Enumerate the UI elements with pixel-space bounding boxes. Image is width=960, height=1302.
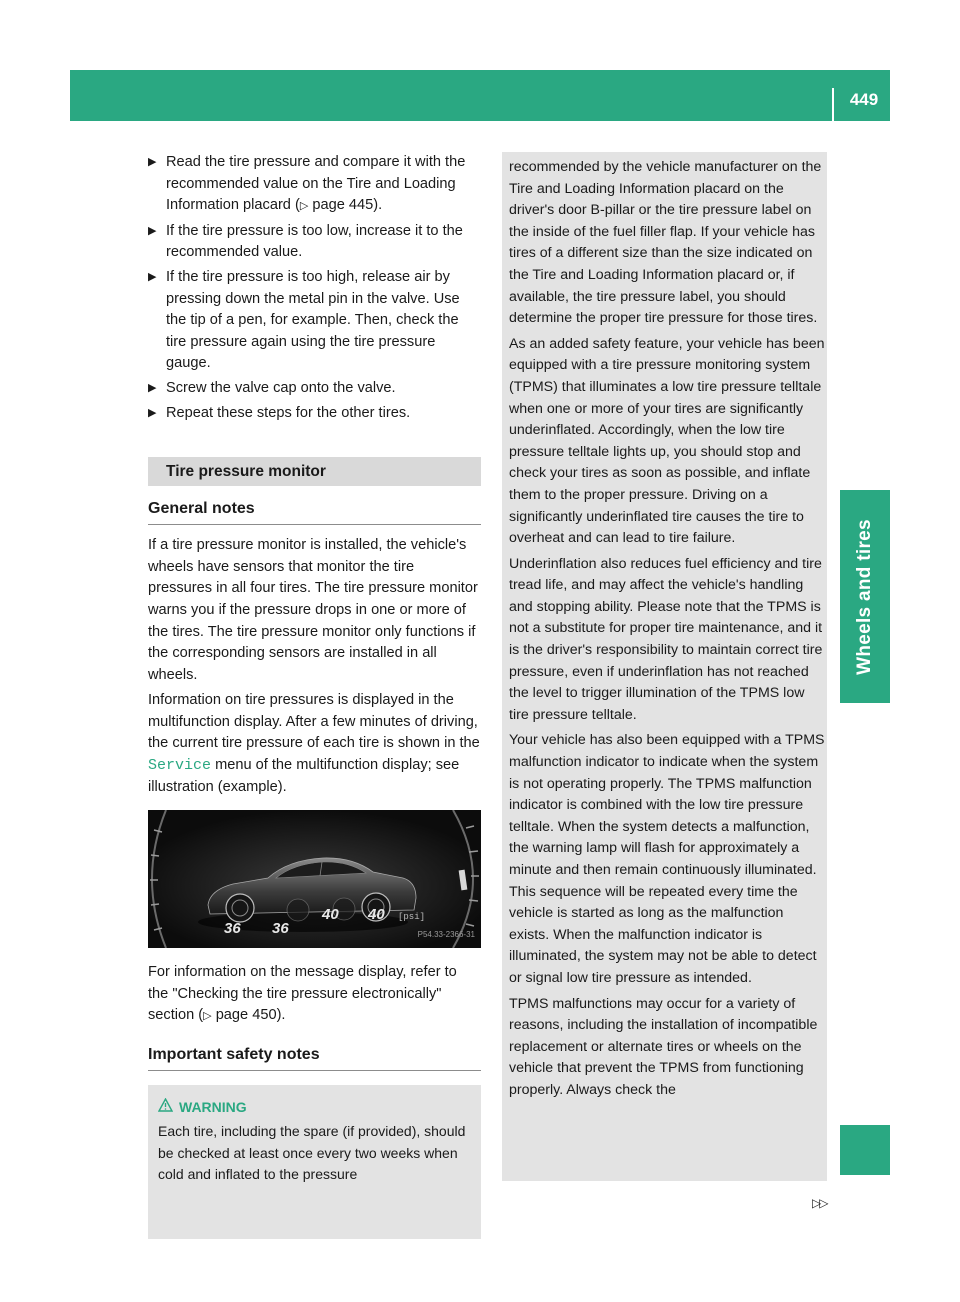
pressure-unit-label: [psi] [398, 912, 426, 923]
step-arrow-icon: ▶ [148, 224, 157, 237]
step-3 [148, 267, 481, 375]
right-para-4: Your vehicle has also been equipped with a TPMS malfunction indicator to indicate when the system is not operating properly. The TPMS malfunction indicator is combined with the low tire pressure telltale. When the system detects a malfunction, the warning lamp will flash for approximately a minute and then remain continuously illuminated. This sequence will be repeated every time the vehicle is started as long as the malfunction exists. When the malfunction indicator is illuminated, the system may not be able to detect or signal low tire pressure as intended. [509, 732, 825, 986]
step-arrow-icon: ▶ [148, 270, 157, 283]
general-notes-p2-text: Information on tire pressures is displayed in the multifunction display. After a few minutes of driving, the current tire pressure of each [148, 692, 478, 752]
right-column-box [502, 152, 827, 1181]
side-chapter-label: Wheels and tires [854, 518, 876, 675]
step-2 [148, 221, 481, 264]
step-1-page-ref[interactable]: page 445 [312, 197, 374, 214]
section-heading: Tire pressure monitor [148, 457, 481, 486]
step-1-text-pre: Read the tire pressure and compare it with the recommended value on the Tire and Loading Information placard ( [166, 154, 466, 214]
step-arrow-icon: ▶ [148, 156, 157, 168]
step-5 [148, 403, 481, 425]
warning-body: Each tire, including the spare (if provided), should be checked at least once every two weeks when cold and inflated to the pressure [158, 1123, 466, 1183]
safety-notes-heading: Important safety notes [148, 1042, 481, 1071]
warning-title-row [158, 1097, 471, 1117]
right-para-3: Underinflation also reduces fuel efficiency and tire tread life, and may affect the vehicle's handling and stopping ability. Please note that the TPMS is not a substitute for proper tire maintenance, and it is the driver's responsibility to maintain correct tire pressure, even if underinflation has not reached the level to trigger illumination of the TPMS low tire pressure telltale. [509, 555, 823, 723]
step-3-text: If the tire pressure is too high, release air by pressing down the metal pin in the valve. Use the tip of a pen, for example. Then, check the tire pressure again using the tire pressure gauge. [166, 268, 460, 372]
step-4 [148, 378, 481, 400]
step-5-text: Repeat these steps for the other tires. [166, 404, 411, 421]
warning-title: WARNING [179, 1099, 247, 1116]
header-divider [832, 88, 834, 121]
tire-pressure-display-illustration [148, 810, 481, 948]
illustration-code: P54.33-2366-31 [417, 929, 475, 939]
continue-arrows-icon: ▷▷ [812, 1196, 827, 1210]
general-notes-p3-post: menu of the multifunction display; see illustration (example). [148, 757, 460, 795]
rear-right-pressure: 40 [368, 906, 385, 924]
general-notes-p2 [148, 690, 481, 798]
left-column [148, 152, 481, 1239]
message-display-post: ). [276, 1007, 286, 1024]
message-display-pre: For information on the message display, refer to the "Checking the tire pressure electronically" section ( [148, 964, 457, 1024]
step-2-text: If the tire pressure is too low, increase it to the recommended value. [166, 222, 463, 261]
step-arrow-icon: ▶ [148, 406, 157, 419]
general-notes-heading: General notes [148, 496, 481, 525]
message-display-page-ref[interactable]: page 450 [215, 1007, 277, 1024]
side-marker-square [840, 1125, 890, 1175]
general-notes-p1: If a tire pressure monitor is installed, the vehicle's wheels have sensors that monitor the tire pressures in all four tires. The tire pressure monitor warns you if the pressure drops in one or more of the tires. The tire pressure monitor only functions if the corresponding sensors are installed in all wheels. [148, 537, 478, 683]
message-display-para [148, 962, 481, 1028]
right-para-5: TPMS malfunctions may occur for a variety of reasons, including the installation of incompatible replacement or alternate tires or wheels on the vehicle that prevent the TPMS from functioning properly. Always check the [509, 995, 818, 1098]
warning-box [148, 1085, 481, 1239]
rear-left-pressure: 36 [272, 920, 289, 938]
step-1-text-post: ). [373, 197, 383, 214]
side-chapter-tab-text [840, 490, 890, 703]
header-bar [70, 70, 890, 121]
page-number: 449 [849, 90, 879, 109]
general-notes-p3-pre: tire is shown in the [358, 735, 480, 752]
right-para-2: As an added safety feature, your vehicle has been equipped with a tire pressure monitoring system (TPMS) that illuminates a low tire pressure telltale when one or more of your tires are significantly underinflated. Accordingly, when the low tire pressure telltale lights up, you should stop and check your tires as soon as possible, and inflate them to the proper pressure. Driving on a significantly underinflated tire causes the tire to overheat and can lead to tire failure. [509, 335, 825, 547]
page-ref-icon: ▷ [203, 1010, 212, 1023]
warning-triangle-icon [158, 1097, 173, 1117]
front-left-pressure: 36 [224, 920, 241, 938]
front-right-pressure: 40 [322, 906, 339, 924]
service-menu-name: Service [148, 757, 212, 775]
step-4-text: Screw the valve cap onto the valve. [166, 379, 396, 396]
page-title: Tire pressure [695, 19, 816, 40]
step-1 [148, 152, 481, 218]
right-para-1: recommended by the vehicle manufacturer on the Tire and Loading Information placard on the driver's door B-pillar or the tire pressure label on the inside of the fuel filler flap. If your vehicle has tires of a different size than the size indicated on the Tire and Loading Information placard or, if available, the tire pressure label, you should determine the proper tire pressure for those tires. [509, 159, 822, 327]
step-arrow-icon: ▶ [148, 381, 157, 394]
page-ref-icon: ▷ [299, 200, 309, 213]
